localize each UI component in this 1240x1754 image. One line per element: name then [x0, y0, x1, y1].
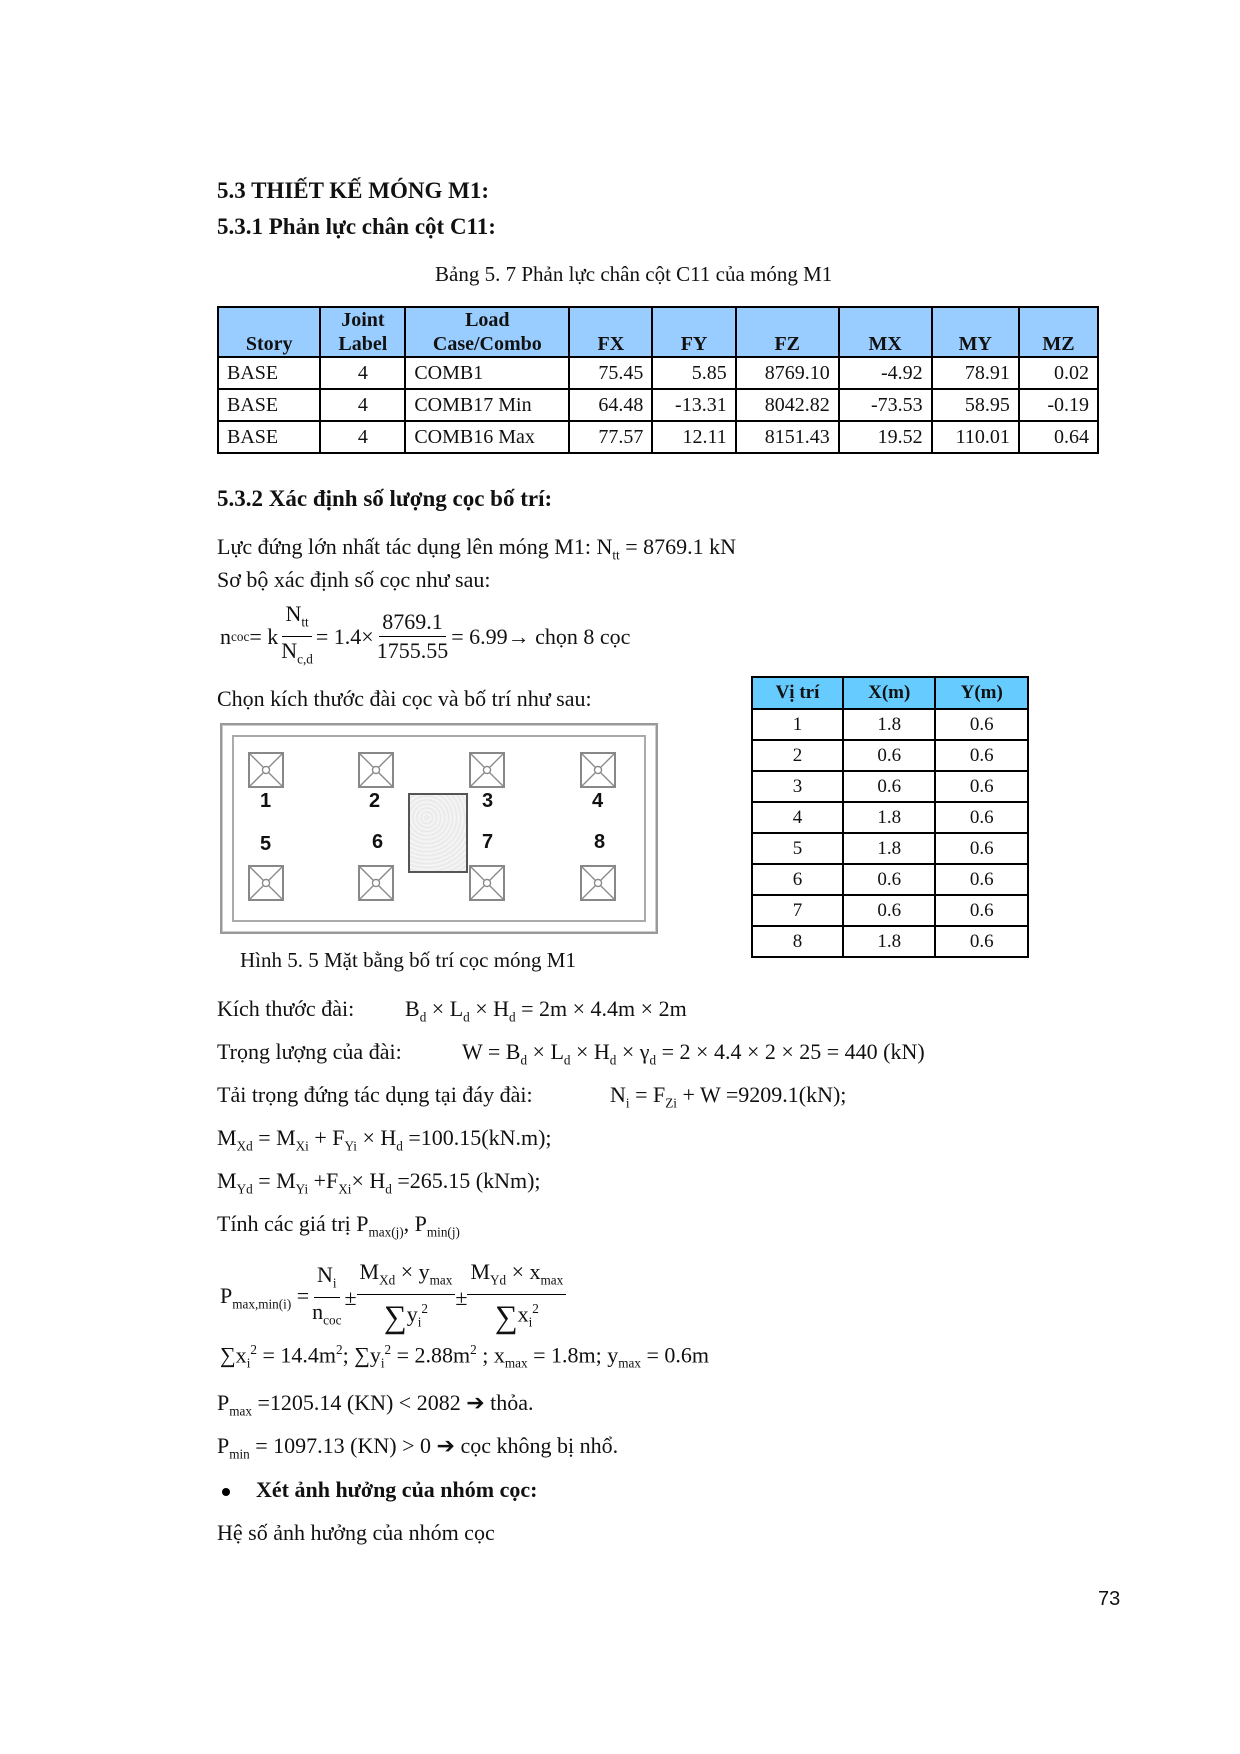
preliminary-line: Sơ bộ xác định số cọc như sau:	[217, 567, 491, 592]
cell-combo: COMB16 Max	[405, 421, 569, 453]
table-row	[218, 389, 1098, 421]
col-header-fz: FZ	[736, 307, 839, 357]
cell-fz: 8769.10	[736, 357, 839, 389]
choose-pile-cap-line: Chọn kích thước đài cọc và bố trí như sau:	[217, 686, 592, 711]
table-caption: Bảng 5. 7 Phản lực chân cột C11 của móng M1	[435, 262, 833, 286]
bullet-heading: Xét ảnh hưởng của nhóm cọc:	[222, 1477, 537, 1503]
pile-layout-figure	[220, 723, 658, 934]
subsection-title-5-3-2: 5.3.2 Xác định số lượng cọc bố trí:	[217, 486, 553, 511]
compute-pmax-pmin-line: Tính các giá trị $P_{max(j)}$, $P_{min(j)}$	[217, 1211, 460, 1240]
bullet-icon	[222, 1488, 230, 1496]
cell-mz: 0.02	[1019, 357, 1098, 389]
cell-joint: 4	[320, 421, 405, 453]
cell-fz: 8151.43	[736, 421, 839, 453]
cell-story: BASE	[218, 421, 320, 453]
moment-mxd-line: $M_{Xd} = M_{Xi} + F_{Yi} \times H_d =100.15(kN.m)$;	[217, 1125, 552, 1154]
cell-mx: -73.53	[839, 389, 932, 421]
table-row: 7 0.6 0.6	[752, 895, 1028, 926]
fraction-values: $\frac{8769.1}{1755.55}$	[376, 609, 449, 664]
vertical-load-label: Tải trọng đứng tác dụng tại đáy đài:	[217, 1082, 533, 1107]
formula-pile-count: n coc = k $\frac{N_{tt}}{N_{c,d}}$ = 1.4× $\frac{8769.1}{1755.55}$ = 6.99 → chọn 8 cọc	[220, 600, 630, 674]
fraction-ntt-ncd: $\frac{N_{tt}}{N_{c,d}}$	[281, 601, 313, 667]
pile-icon-4	[580, 752, 616, 788]
column-section-icon	[408, 793, 468, 873]
col-header-story: Story	[218, 307, 320, 357]
cell-fy: 12.11	[652, 421, 735, 453]
pile-label-6: 6	[372, 831, 384, 853]
page-number: 73	[1098, 1588, 1121, 1610]
col-header-mx: MX	[839, 307, 932, 357]
pmin-check-line: $P_{min} = 1097.13$ (KN) > 0 ➔ cọc không bị nhổ.	[217, 1433, 619, 1462]
subsection-title-5-3-1: 5.3.1 Phản lực chân cột C11:	[217, 214, 496, 239]
table-header-row	[218, 307, 1098, 357]
table-row: 3 0.6 0.6	[752, 771, 1028, 802]
pile-icon-2	[358, 752, 394, 788]
pile-icon-6	[358, 865, 394, 901]
pile-coordinates-table	[751, 676, 1029, 958]
cell-combo: COMB1	[405, 357, 569, 389]
cell-mx: -4.92	[839, 357, 932, 389]
section-title: 5.3 THIẾT KẾ MÓNG M1:	[217, 178, 489, 203]
cell-my: 78.91	[932, 357, 1019, 389]
cell-mz: -0.19	[1019, 389, 1098, 421]
cell-fy: 5.85	[652, 357, 735, 389]
col-header-y: Y(m)	[935, 677, 1028, 709]
pile-icon-8	[580, 865, 616, 901]
pile-cap-dimensions-label: Kích thước đài:	[217, 996, 355, 1021]
cell-mz: 0.64	[1019, 421, 1098, 453]
group-effect-line: Hệ số ảnh hưởng của nhóm cọc	[217, 1520, 495, 1545]
pile-label-3: 3	[482, 790, 494, 812]
cell-fx: 77.57	[569, 421, 652, 453]
cell-combo: COMB17 Min	[405, 389, 569, 421]
cell-fx: 64.48	[569, 389, 652, 421]
col-header-load-case: Load Case/Combo	[405, 307, 569, 357]
pile-cap-weight-value: $W = B_d \times L_d \times H_d \times \gamma_d = 2 \times 4.4 \times 2 \times 25 = 440$ (kN)	[462, 1039, 925, 1068]
col-header-position: Vị trí	[752, 677, 843, 709]
sums-line: $\sum x_i^2 = 14.4m^2$; $\sum y_i^2 = 2.88m^2$ ; $x_{max} = 1.8m$; $y_{max} = 0.6m$	[220, 1342, 709, 1371]
max-vertical-force-line: Lực đứng lớn nhất tác dụng lên móng M1: $N_{tt} = 8769.1$ kN	[217, 534, 736, 563]
pile-cap-dimensions-value: $B_d \times L_d \times H_d = 2m \times 4.4m \times 2m$	[405, 996, 687, 1025]
cell-fz: 8042.82	[736, 389, 839, 421]
pile-icon-7	[469, 865, 505, 901]
col-header-my: MY	[932, 307, 1019, 357]
reactions-table	[217, 306, 1099, 454]
table-row: 6 0.6 0.6	[752, 864, 1028, 895]
pile-icon-1	[248, 752, 284, 788]
pmax-check-line: $P_{max} =1205.14$ (KN) < 2082 ➔ thỏa.	[217, 1390, 534, 1419]
table-row: 5 1.8 0.6	[752, 833, 1028, 864]
pile-icon-5	[248, 865, 284, 901]
col-header-x: X(m)	[843, 677, 936, 709]
pile-cap-weight-label: Trọng lượng của đài:	[217, 1039, 402, 1064]
pile-label-5: 5	[260, 833, 272, 855]
figure-caption: Hình 5. 5 Mặt bằng bố trí cọc móng M1	[240, 948, 576, 972]
table-header-row	[752, 677, 1028, 709]
cell-fx: 75.45	[569, 357, 652, 389]
table-row: 8 1.8 0.6	[752, 926, 1028, 957]
pile-label-7: 7	[482, 831, 494, 853]
table-row	[218, 357, 1098, 389]
table-row: 2 0.6 0.6	[752, 740, 1028, 771]
pile-icon-3	[469, 752, 505, 788]
table-row	[218, 421, 1098, 453]
formula-pmax-pmin: $P_{max,min(i)}$ = $\frac{N_i}{n_{coc}}$ ± $\frac{M_{Xd} \times y_{max}}{\sum y_i^2}$ ± $\frac{M_{Yd} \times x_{max}}{\sum x_i^2}$	[220, 1258, 566, 1337]
pile-label-1: 1	[260, 790, 272, 812]
cell-fy: -13.31	[652, 389, 735, 421]
moment-myd-line: $M_{Yd} = M_{Yi} +F_{Xi}\times H_d =265.15$ (kNm);	[217, 1168, 541, 1197]
cell-my: 110.01	[932, 421, 1019, 453]
pile-label-2: 2	[369, 790, 381, 812]
vertical-load-value: $N_i = F_{Zi} + W =9209.1(kN)$;	[610, 1082, 847, 1111]
cell-mx: 19.52	[839, 421, 932, 453]
pile-label-4: 4	[592, 790, 604, 812]
pile-label-8: 8	[594, 831, 606, 853]
cell-story: BASE	[218, 389, 320, 421]
col-header-joint-label: Joint Label	[320, 307, 405, 357]
col-header-fx: FX	[569, 307, 652, 357]
col-header-mz: MZ	[1019, 307, 1098, 357]
cell-joint: 4	[320, 389, 405, 421]
cell-joint: 4	[320, 357, 405, 389]
table-row: 1 1.8 0.6	[752, 709, 1028, 740]
cell-story: BASE	[218, 357, 320, 389]
cell-my: 58.95	[932, 389, 1019, 421]
col-header-fy: FY	[652, 307, 735, 357]
table-row: 4 1.8 0.6	[752, 802, 1028, 833]
